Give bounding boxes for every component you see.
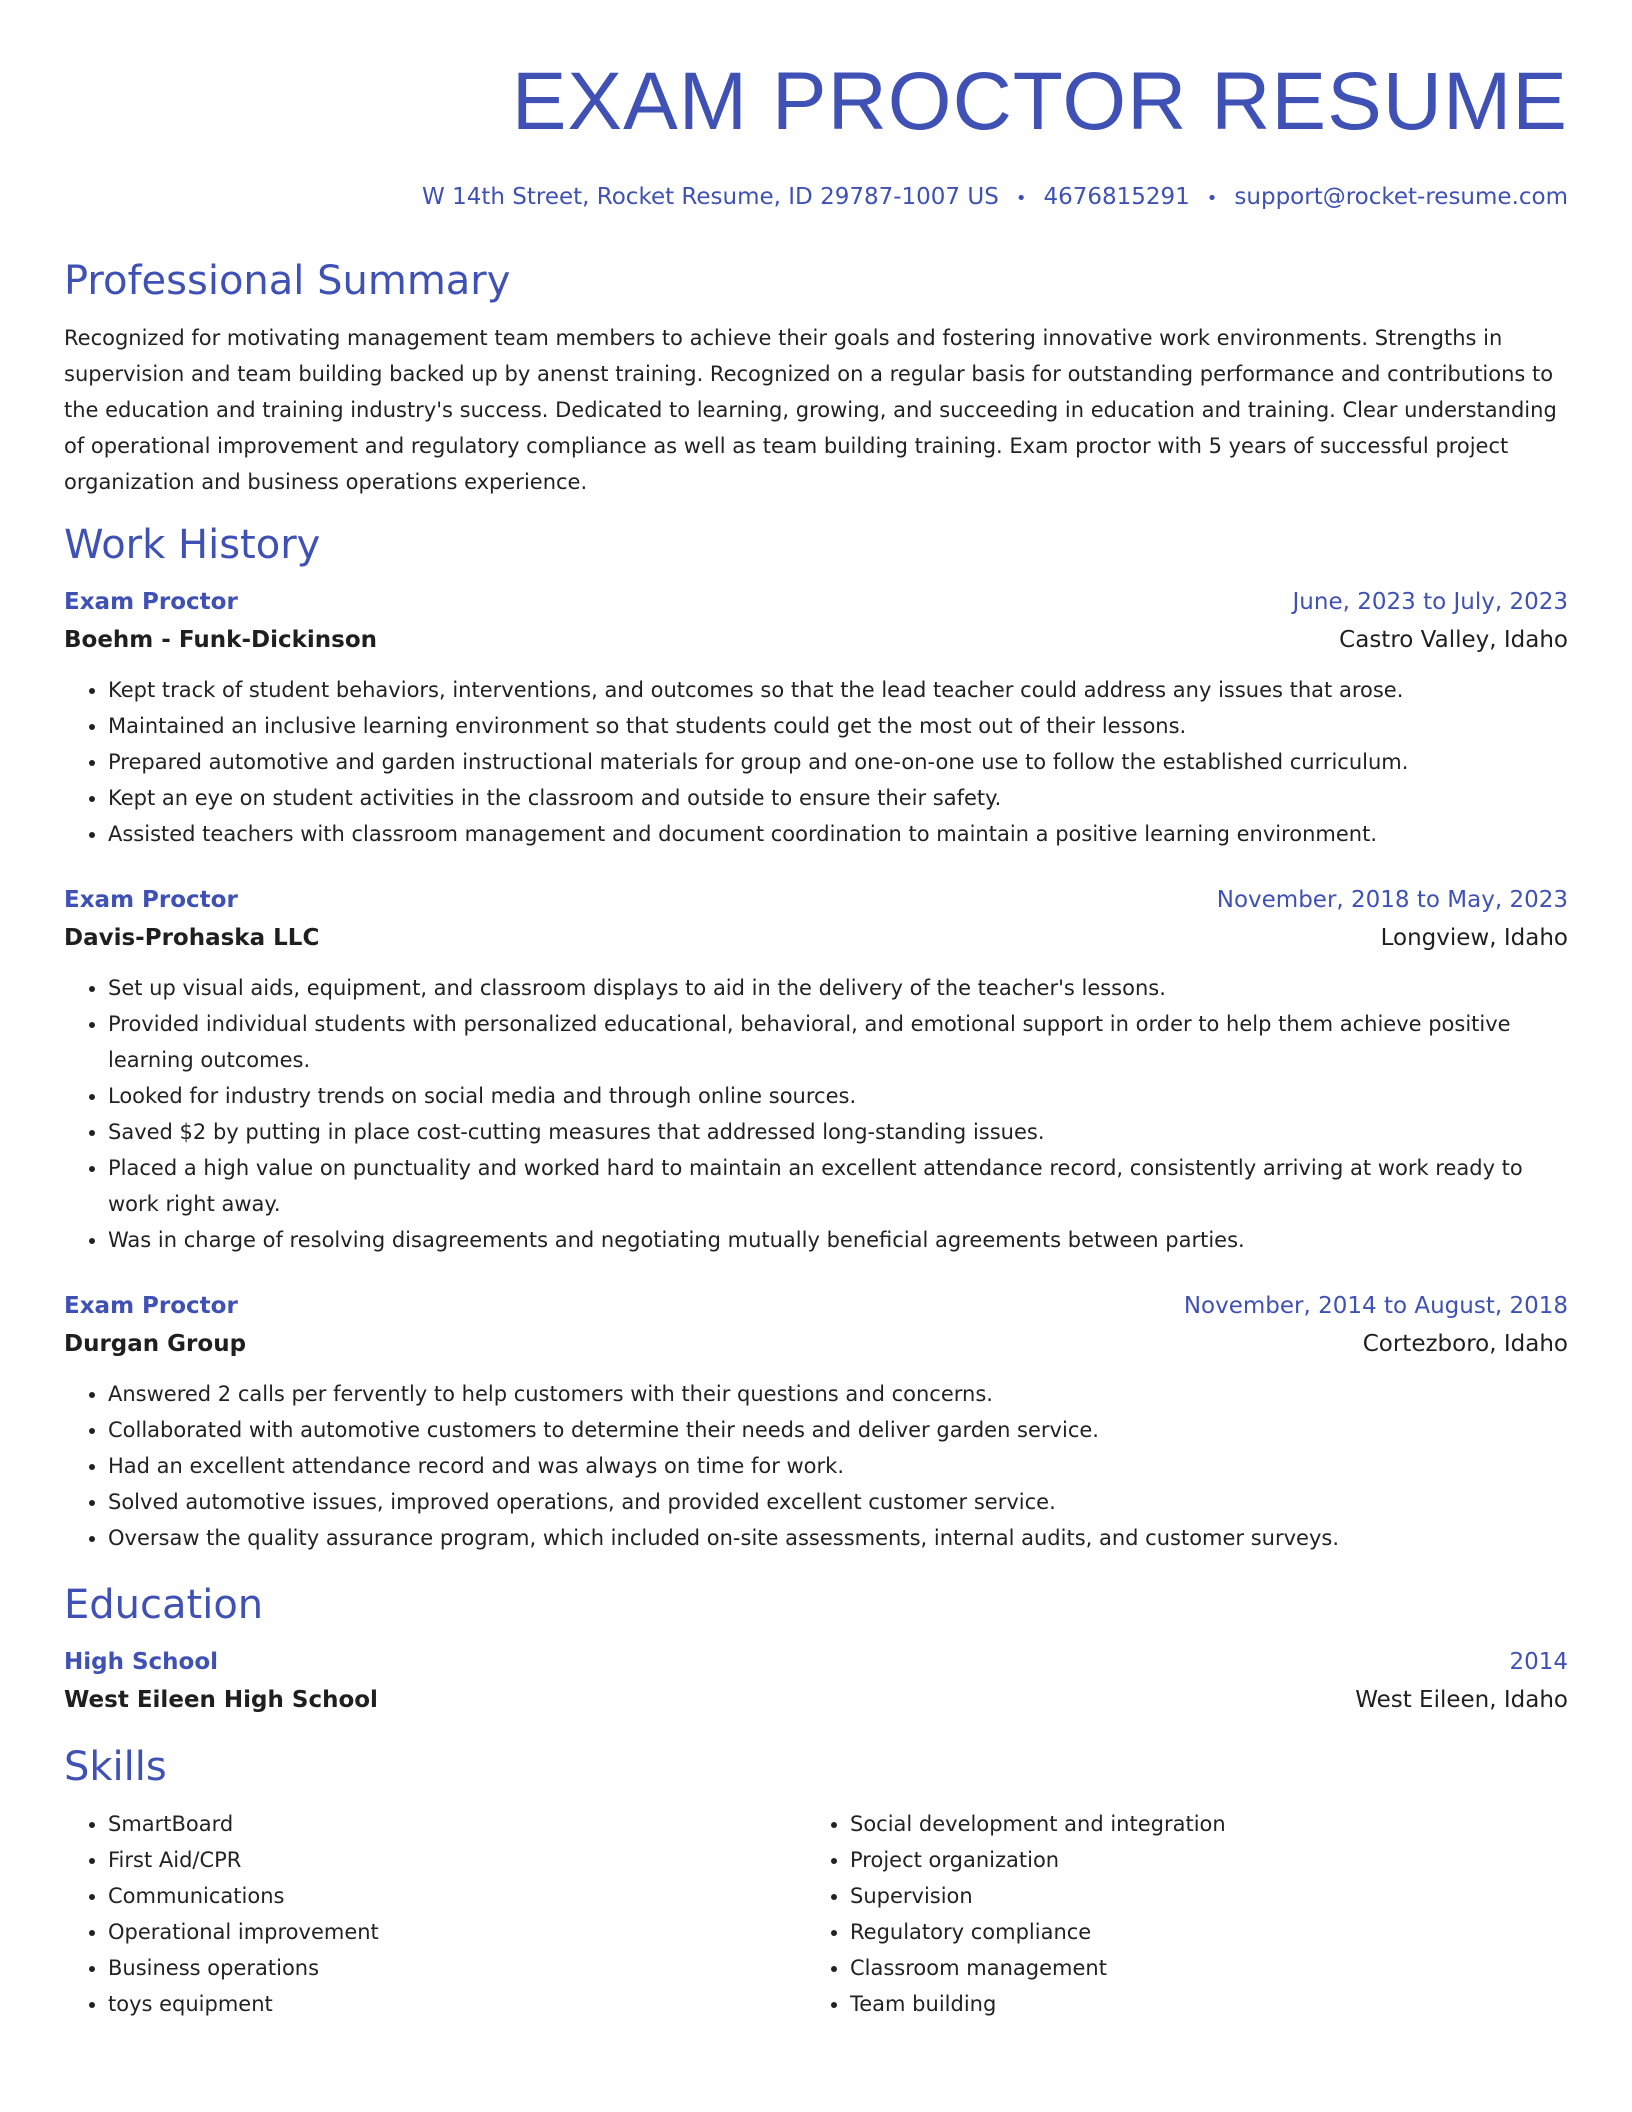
job-role: Exam Proctor [64, 887, 238, 913]
job-company: Boehm - Funk-Dickinson [64, 627, 378, 653]
section-title-education: Education [64, 1582, 264, 1628]
skill-item: • Business operations [108, 1950, 806, 1986]
job-location: Castro Valley, Idaho [1339, 627, 1568, 653]
contact-email[interactable]: support@rocket-resume.com [1234, 184, 1568, 210]
job-dates: November, 2018 to May, 2023 [1216, 887, 1568, 913]
job-bullet: • Kept track of student behaviors, interventions, and outcomes so that the lead teacher could address any issues that arose. [108, 672, 1568, 708]
education-entry [64, 1644, 1568, 1720]
job-role: Exam Proctor [64, 1293, 238, 1319]
job-bullet: • Assisted teachers with classroom management and document coordination to maintain a positive learning environment. [108, 816, 1568, 852]
skill-item: • Regulatory compliance [850, 1914, 1548, 1950]
job-bullet: • Provided individual students with personalized educational, behavioral, and emotional support in order to help them achieve positive learning outcomes. [108, 1006, 1568, 1078]
skill-item: • Communications [108, 1878, 806, 1914]
job-bullet: • Answered 2 calls per fervently to help customers with their questions and concerns. [108, 1376, 1568, 1412]
job-bullet: • Looked for industry trends on social media and through online sources. [108, 1078, 1568, 1114]
job-entry [64, 882, 1568, 1258]
contact-separator: • [1206, 188, 1218, 209]
section-title-work-history: Work History [64, 522, 321, 568]
skill-item: • toys equipment [108, 1986, 806, 2022]
job-role: Exam Proctor [64, 589, 238, 615]
section-title-summary: Professional Summary [64, 258, 511, 304]
job-bullet: • Was in charge of resolving disagreements and negotiating mutually beneficial agreements between parties. [108, 1222, 1568, 1258]
job-bullet: • Kept an eye on student activities in the classroom and outside to ensure their safety. [108, 780, 1568, 816]
contact-separator: • [1015, 188, 1027, 209]
job-company: Durgan Group [64, 1331, 247, 1357]
resume-page [64, 0, 1568, 2022]
job-bullets [64, 1376, 1568, 1556]
skill-item: • First Aid/CPR [108, 1842, 806, 1878]
job-bullets [64, 672, 1568, 852]
job-bullet: • Had an excellent attendance record and was always on time for work. [108, 1448, 1568, 1484]
job-dates: June, 2023 to July, 2023 [1292, 589, 1568, 615]
job-bullets [64, 970, 1568, 1258]
skills-list [64, 1806, 1568, 2022]
education-location: West Eileen, Idaho [1355, 1687, 1568, 1713]
education-degree: High School [64, 1649, 219, 1675]
job-bullet: • Collaborated with automotive customers to determine their needs and deliver garden service. [108, 1412, 1568, 1448]
skill-item: • Classroom management [850, 1950, 1548, 1986]
job-entry [64, 1288, 1568, 1556]
job-bullet: • Solved automotive issues, improved operations, and provided excellent customer service. [108, 1484, 1568, 1520]
education-school: West Eileen High School [64, 1687, 378, 1713]
skill-item: • Operational improvement [108, 1914, 806, 1950]
section-title-skills: Skills [64, 1744, 167, 1790]
contact-address: W 14th Street, Rocket Resume, ID 29787-1007 US [422, 184, 999, 210]
skill-item: • SmartBoard [108, 1806, 806, 1842]
contact-line [64, 182, 1568, 214]
summary-text: Recognized for motivating management team members to achieve their goals and fostering innovative work environments. Strengths in supervision and team building backed up by anenst training. Recognized on a regular basis for outstanding performance and contributions to the education and training industry's success. Dedicated to learning, growing, and succeeding in education and training. Clear understanding of operational improvement and regulatory compliance as well as team building training. Exam proctor with 5 years of successful project organization and business operations experience. [64, 326, 1557, 494]
job-company: Davis-Prohaska LLC [64, 925, 320, 951]
job-entry [64, 584, 1568, 852]
contact-phone: 4676815291 [1043, 184, 1190, 210]
job-dates: November, 2014 to August, 2018 [1183, 1293, 1568, 1319]
job-location: Cortezboro, Idaho [1362, 1331, 1568, 1357]
job-bullet: • Oversaw the quality assurance program, which included on-site assessments, internal audits, and customer surveys. [108, 1520, 1568, 1556]
job-bullet: • Placed a high value on punctuality and worked hard to maintain an excellent attendance record, consistently arriving at work ready to work right away. [108, 1150, 1568, 1222]
resume-header [64, 0, 1568, 214]
job-bullet: • Saved $2 by putting in place cost-cutting measures that addressed long-standing issues. [108, 1114, 1568, 1150]
skill-item: • Supervision [850, 1878, 1548, 1914]
skill-item: • Project organization [850, 1842, 1548, 1878]
skills-column-right [806, 1806, 1548, 2022]
skill-item: • Team building [850, 1986, 1548, 2022]
education-year: 2014 [1509, 1649, 1568, 1675]
skill-item: • Social development and integration [850, 1806, 1548, 1842]
resume-title: EXAM PROCTOR RESUME [511, 56, 1568, 147]
job-location: Longview, Idaho [1380, 925, 1568, 951]
job-bullet: • Maintained an inclusive learning environment so that students could get the most out of their lessons. [108, 708, 1568, 744]
job-bullet: • Prepared automotive and garden instructional materials for group and one-on-one use to follow the established curriculum. [108, 744, 1568, 780]
skills-column-left [64, 1806, 806, 2022]
job-bullet: • Set up visual aids, equipment, and classroom displays to aid in the delivery of the teacher's lessons. [108, 970, 1568, 1006]
